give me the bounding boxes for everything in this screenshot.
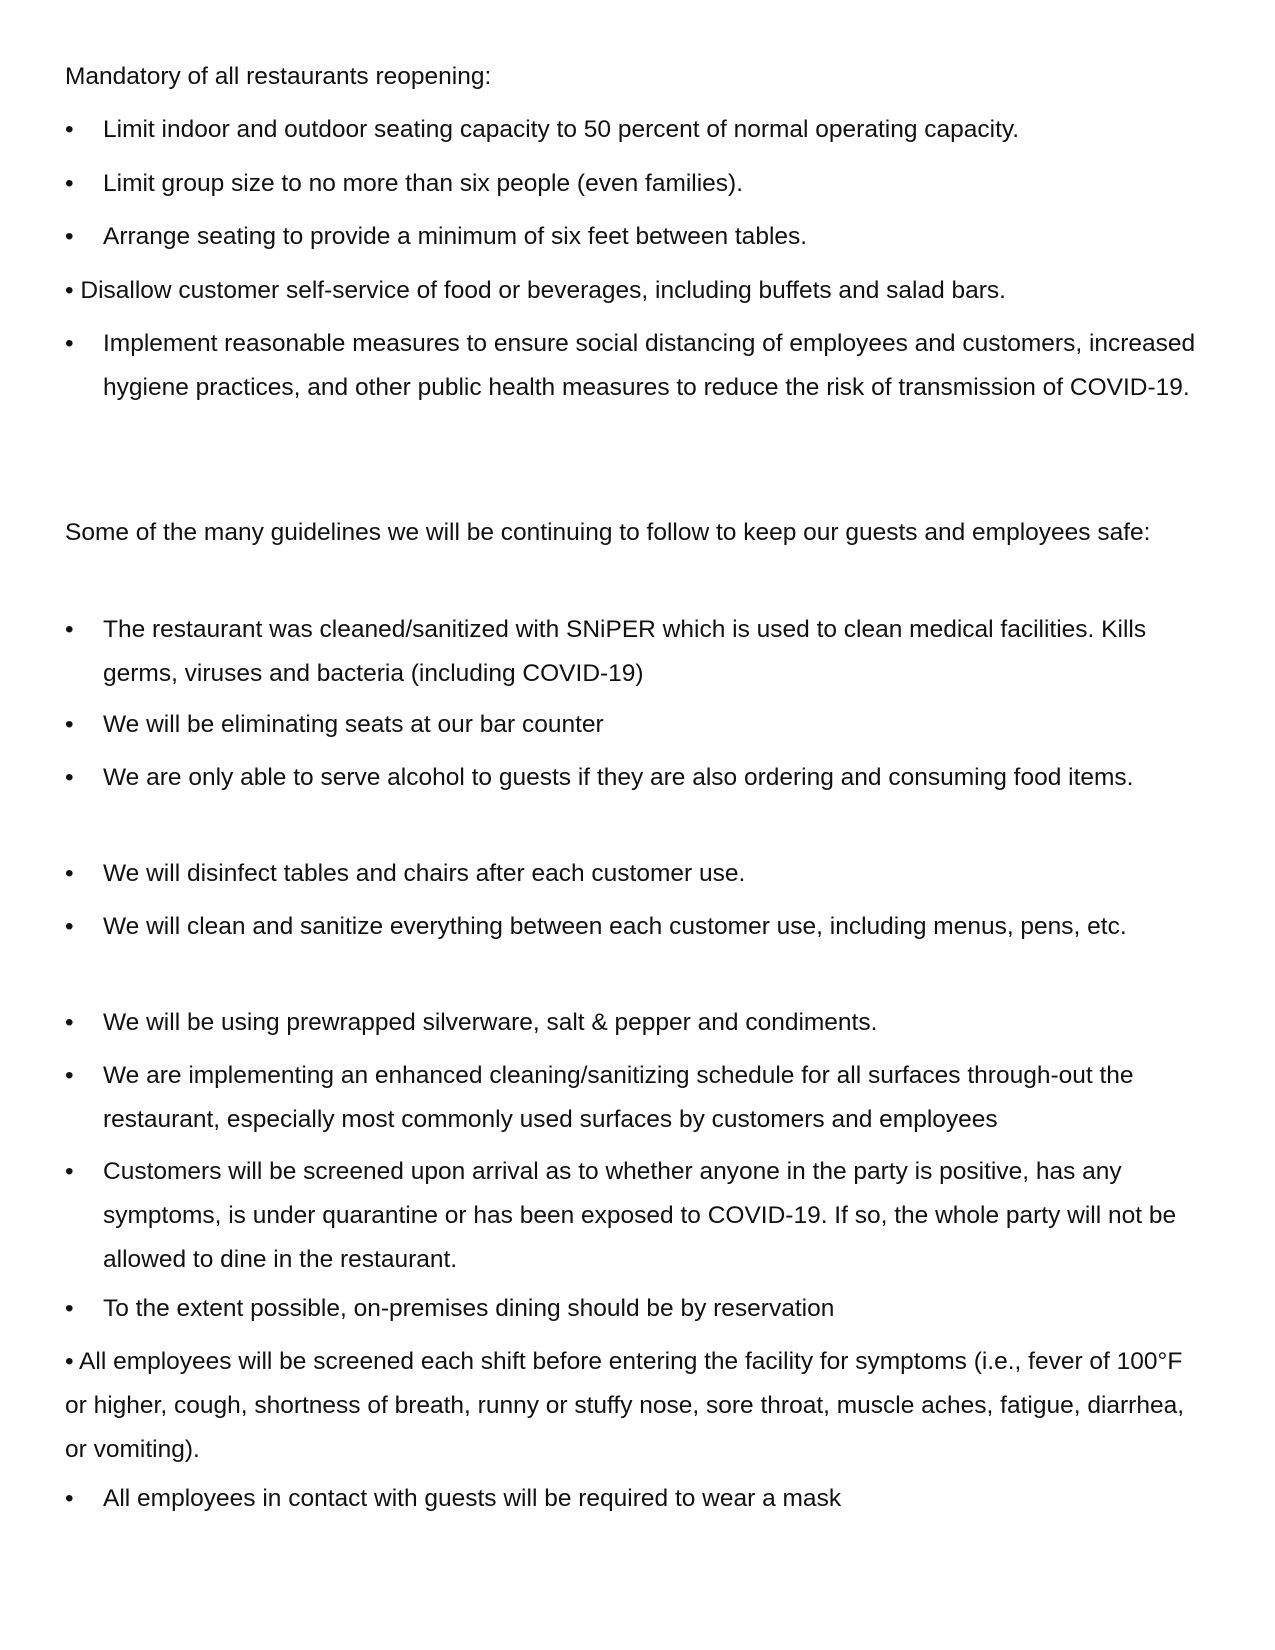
list-item-text: Arrange seating to provide a minimum of six feet between tables. bbox=[103, 223, 808, 250]
list-item-text: Implement reasonable measures to ensure social distancing of employees and customers, increased hygiene practices, and other public health measures to reduce the risk of transmission of COVID-19. bbox=[103, 330, 1196, 401]
bullet-icon: • bbox=[65, 616, 74, 643]
list-item: • All employees will be screened each shift before entering the facility for symptoms (i.e., fever of 100°F or higher, cough, shortness of breath, runny or stuffy nose, sore throat, muscle aches, fatigue, diarrhea, or vomiting). bbox=[65, 1348, 1185, 1463]
list-item-text: We are only able to serve alcohol to guests if they are also ordering and consuming food items. bbox=[103, 764, 1134, 791]
list-item-text: We will clean and sanitize everything between each customer use, including menus, pens, etc. bbox=[103, 913, 1127, 940]
list-item bbox=[65, 215, 1210, 259]
section1-heading: Mandatory of all restaurants reopening: bbox=[65, 63, 492, 90]
list-item-text: All employees in contact with guests will be required to wear a mask bbox=[103, 1485, 842, 1512]
list-item-text: We will be eliminating seats at our bar counter bbox=[103, 711, 604, 738]
list-item-text: Limit group size to no more than six people (even families). bbox=[103, 170, 744, 197]
list-item bbox=[65, 1287, 1210, 1331]
list-item bbox=[65, 1001, 1210, 1045]
bullet-icon: • bbox=[65, 1295, 74, 1322]
list-item-text: We will be using prewrapped silverware, salt & pepper and condiments. bbox=[103, 1009, 878, 1036]
bullet-icon: • bbox=[65, 170, 74, 197]
bullet-icon: • bbox=[65, 913, 74, 940]
bullet-icon: • bbox=[65, 116, 74, 143]
list-item bbox=[65, 1150, 1210, 1282]
list-item-text: Customers will be screened upon arrival as to whether anyone in the party is positive, has any symptoms, is under quarantine or has been exposed to COVID-19. If so, the whole party will not be allowed to dine in the restaurant. bbox=[103, 1158, 1177, 1273]
list-item bbox=[65, 703, 1210, 747]
list-item-text: We will disinfect tables and chairs after each customer use. bbox=[103, 860, 746, 887]
bullet-icon: • bbox=[65, 223, 74, 250]
list-item: • Disallow customer self-service of food or beverages, including buffets and salad bars. bbox=[65, 277, 1006, 304]
bullet-icon: • bbox=[65, 1062, 74, 1089]
list-item bbox=[65, 905, 1210, 949]
list-item-text: The restaurant was cleaned/sanitized with SNiPER which is used to clean medical facilities. Kills germs, viruses and bacteria (including COVID-19) bbox=[103, 616, 1147, 687]
list-item bbox=[65, 756, 1210, 800]
bullet-icon: • bbox=[65, 1485, 74, 1512]
bullet-icon: • bbox=[65, 711, 74, 738]
list-item-text: Limit indoor and outdoor seating capacity to 50 percent of normal operating capacity. bbox=[103, 116, 1020, 143]
bullet-icon: • bbox=[65, 1009, 74, 1036]
bullet-icon: • bbox=[65, 764, 74, 791]
list-item bbox=[65, 1477, 1210, 1521]
list-item bbox=[65, 162, 1210, 206]
list-item bbox=[65, 608, 1210, 696]
list-item bbox=[65, 322, 1210, 410]
section2-heading: Some of the many guidelines we will be continuing to follow to keep our guests and employees safe: bbox=[65, 519, 1151, 546]
list-item-text: To the extent possible, on-premises dining should be by reservation bbox=[103, 1295, 835, 1322]
bullet-icon: • bbox=[65, 860, 74, 887]
list-item-text: We are implementing an enhanced cleaning/sanitizing schedule for all surfaces through-out the restaurant, especially most commonly used surfaces by customers and employees bbox=[103, 1062, 1134, 1133]
list-item bbox=[65, 108, 1210, 152]
bullet-icon: • bbox=[65, 1158, 74, 1185]
list-item bbox=[65, 852, 1210, 896]
bullet-icon: • bbox=[65, 330, 74, 357]
list-item bbox=[65, 1054, 1210, 1142]
